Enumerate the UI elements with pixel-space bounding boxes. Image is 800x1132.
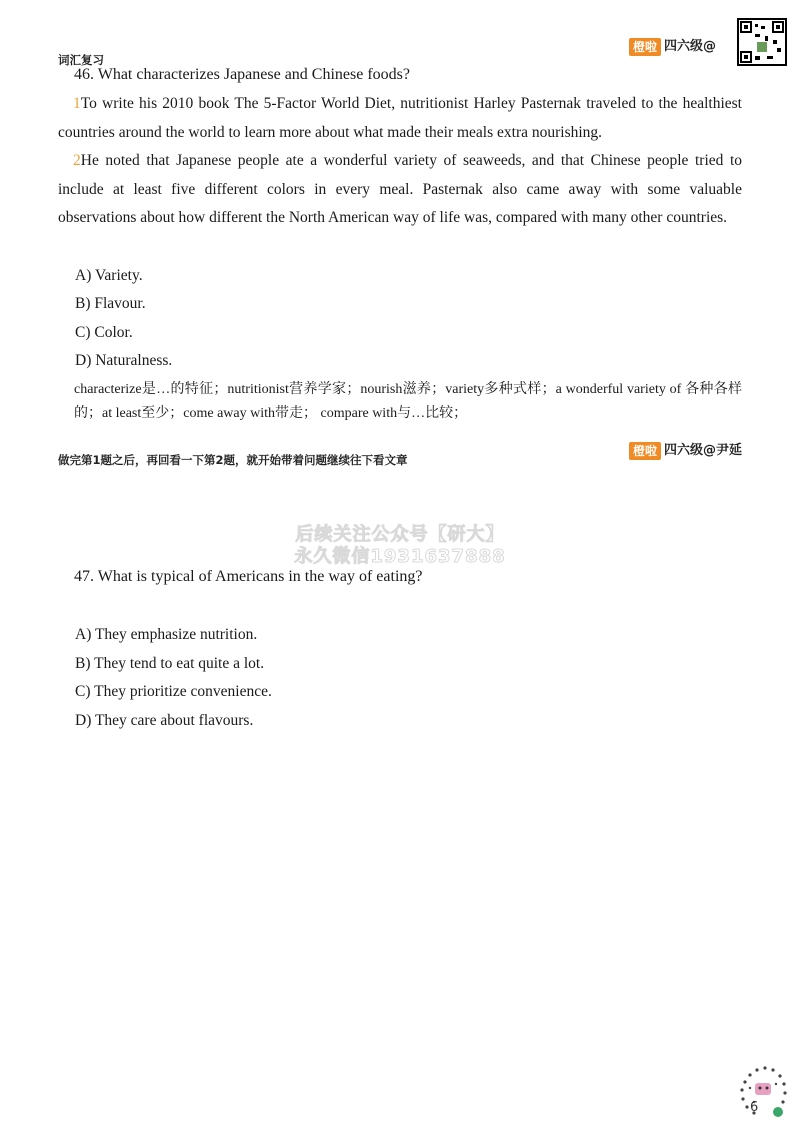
brand-text: 四六级@尹延 (664, 443, 743, 458)
option-a: A) Variety. (75, 267, 143, 284)
section-label: 词汇复习 (58, 53, 104, 67)
brand-logo: 橙啦 (629, 38, 661, 56)
watermark-line-2: 永久微信1931637888 (294, 546, 506, 567)
qr-code-icon (737, 18, 787, 66)
paragraph-number: 1 (73, 95, 81, 112)
option-d: D) Naturalness. (75, 352, 173, 369)
brand-text: 四六级@ (664, 39, 717, 54)
brand-header (629, 38, 716, 56)
brand-mid (629, 442, 742, 460)
question-47-title: 47. What is typical of Americans in the way of eating? (74, 568, 423, 585)
option-c: C) Color. (75, 324, 133, 341)
vocabulary-notes: characterize是…的特征；nutritionist营养学家；nourish滋养；variety多种式样；a wonderful variety of 各种各样的；at least至少；come away with带走； compare with与…比较； (74, 382, 742, 421)
watermark (290, 524, 510, 568)
brand-logo: 橙啦 (629, 442, 661, 460)
option-b: B) Flavour. (75, 295, 146, 312)
passage-paragraph-1 (58, 90, 742, 147)
option-c: C) They prioritize convenience. (75, 683, 272, 700)
paragraph-text: To write his 2010 book The 5-Factor World Diet, nutritionist Harley Pasternak traveled to the healthiest countries around the world to learn more about what made their meals extra nourishing. (58, 95, 742, 141)
option-b: B) They tend to eat quite a lot. (75, 655, 265, 672)
page-number: 6 (750, 1100, 759, 1115)
paragraph-number: 2 (73, 152, 81, 169)
question-46-title: 46. What characterizes Japanese and Chinese foods? (74, 66, 411, 83)
instruction-text: 做完第1题之后，再回看一下第2题，就开始带着问题继续往下看文章 (58, 453, 408, 467)
passage-paragraph-2 (58, 147, 742, 233)
footer-mascot-icon (736, 1060, 788, 1120)
option-d: D) They care about flavours. (75, 712, 254, 729)
watermark-line-1: 后续关注公众号【研大】 (295, 524, 505, 545)
paragraph-text: He noted that Japanese people ate a wonderful variety of seaweeds, and that Chinese people tried to include at least five different colors in every meal. Pasternak also came away with some valuable observations about how different the North American way of life was, compared with many other countries. (58, 152, 742, 226)
option-a: A) They emphasize nutrition. (75, 626, 258, 643)
